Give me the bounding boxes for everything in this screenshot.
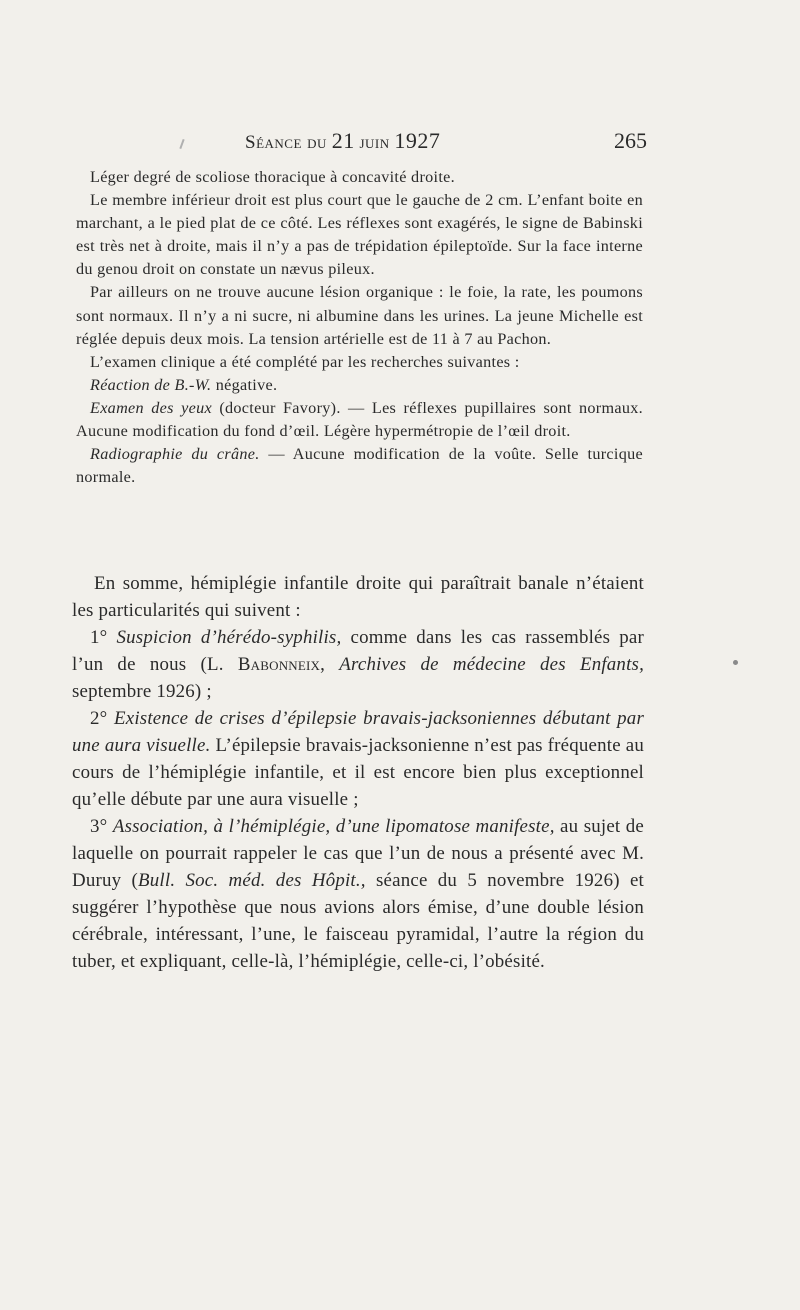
- running-head-month: juin: [359, 132, 390, 153]
- paragraph-scoliosis: Léger degré de scoliose thoracique à concavité droite.: [90, 168, 455, 186]
- paragraph-summary: En somme, hémiplégie infantile droite qui paraîtrait banale n’étaient les particularités qui suivent :: [72, 573, 644, 621]
- paragraph-skull-radiography: [76, 443, 643, 489]
- item-3-heading: Association, à l’hémiplégie, d’une lipomatose manifeste,: [112, 816, 555, 837]
- item-2-text: L’épilepsie bravais-jacksonienne n’est pas fréquente au cours de l’hémiplégie infantile, et il est encore bien plus exceptionnel qu’elle débute par une aura visuelle ;: [72, 735, 644, 810]
- item-3-text-a: au sujet de laquelle on pourrait rappeler le cas que l’un de nous a présenté avec M. Duruy (: [72, 816, 645, 891]
- item-1-text-a: comme dans les cas rassemblés par l’un de nous (L.: [72, 627, 644, 675]
- paragraph-item-3: [72, 813, 644, 975]
- margin-dot: [733, 660, 738, 665]
- item-2-number: 2°: [90, 708, 114, 729]
- paragraph-organs: Par ailleurs on ne trouve aucune lésion organique : le foie, la rate, les poumons sont normaux. Il n’y a ni sucre, ni albumine dans les urines. La jeune Michelle est réglée depuis deux mois. La tension artérielle est de 11 à 7 au Pachon.: [76, 283, 643, 348]
- eye-exam-title: Examen des yeux: [90, 398, 212, 417]
- page-header: [0, 126, 800, 160]
- paragraph-item-2: [72, 705, 644, 813]
- item-2-heading: Existence de crises d’épilepsie bravais-jacksoniennes débutant par une aura visuelle.: [72, 708, 644, 756]
- item-1-author: Babonneix: [237, 654, 321, 675]
- paragraph-eye-exam: [76, 397, 643, 443]
- running-head-year: 1927: [394, 128, 441, 153]
- bw-reaction-title: Réaction de B.-W.: [90, 375, 212, 394]
- item-3-journal: Bull. Soc. méd. des Hôpit.,: [138, 870, 366, 891]
- running-head-day: 21: [331, 128, 355, 153]
- eye-exam-result: (docteur Favory). — Les réflexes pupillaires sont normaux. Aucune modification du fond d’œil. Légère hypermétropie de l’œil droit.: [76, 398, 643, 441]
- case-report-text: [76, 166, 643, 489]
- radiography-title: Radiographie du crâne.: [90, 445, 260, 464]
- running-head-seance: Séance du: [245, 132, 327, 153]
- paragraph-bw-reaction: [76, 374, 643, 397]
- item-1-number: 1°: [90, 627, 117, 648]
- item-1-journal: Archives de médecine des Enfants,: [339, 654, 644, 675]
- item-1-text-b: ,: [320, 654, 340, 675]
- item-3-number: 3°: [90, 816, 113, 837]
- running-head: [245, 128, 440, 154]
- item-1-text-c: septembre 1926) ;: [72, 681, 212, 702]
- paragraph-exams-intro: L’examen clinique a été complété par les recherches suivantes :: [90, 352, 520, 371]
- paragraph-lower-limb: Le membre inférieur droit est plus court que le gauche de 2 cm. L’enfant boite en marchant, a le pied plat de ce côté. Les réflexes sont exagérés, le signe de Babinski est très net à droite, mais il n’y a pas de trépidation épileptoïde. Sur la face interne du genou droit on constate un nævus pileux.: [76, 191, 643, 279]
- item-1-heading: Suspicion d’hérédo-syphilis,: [116, 627, 342, 648]
- radiography-result: — Aucune modification de la voûte. Selle turcique normale.: [76, 445, 643, 487]
- paragraph-item-1: [72, 624, 644, 705]
- discussion-text: [72, 570, 644, 975]
- item-3-text-b: séance du 5 novembre 1926) et suggérer l’hypothèse que nous avions alors émise, d’une double lésion cérébrale, intéressant, l’une, le faisceau pyramidal, l’autre la région du tuber, et expliquant, celle-là, l’hémiplégie, celle-ci, l’obésité.: [72, 870, 645, 972]
- page-number: 265: [614, 128, 647, 153]
- bw-reaction-result: négative.: [211, 375, 278, 394]
